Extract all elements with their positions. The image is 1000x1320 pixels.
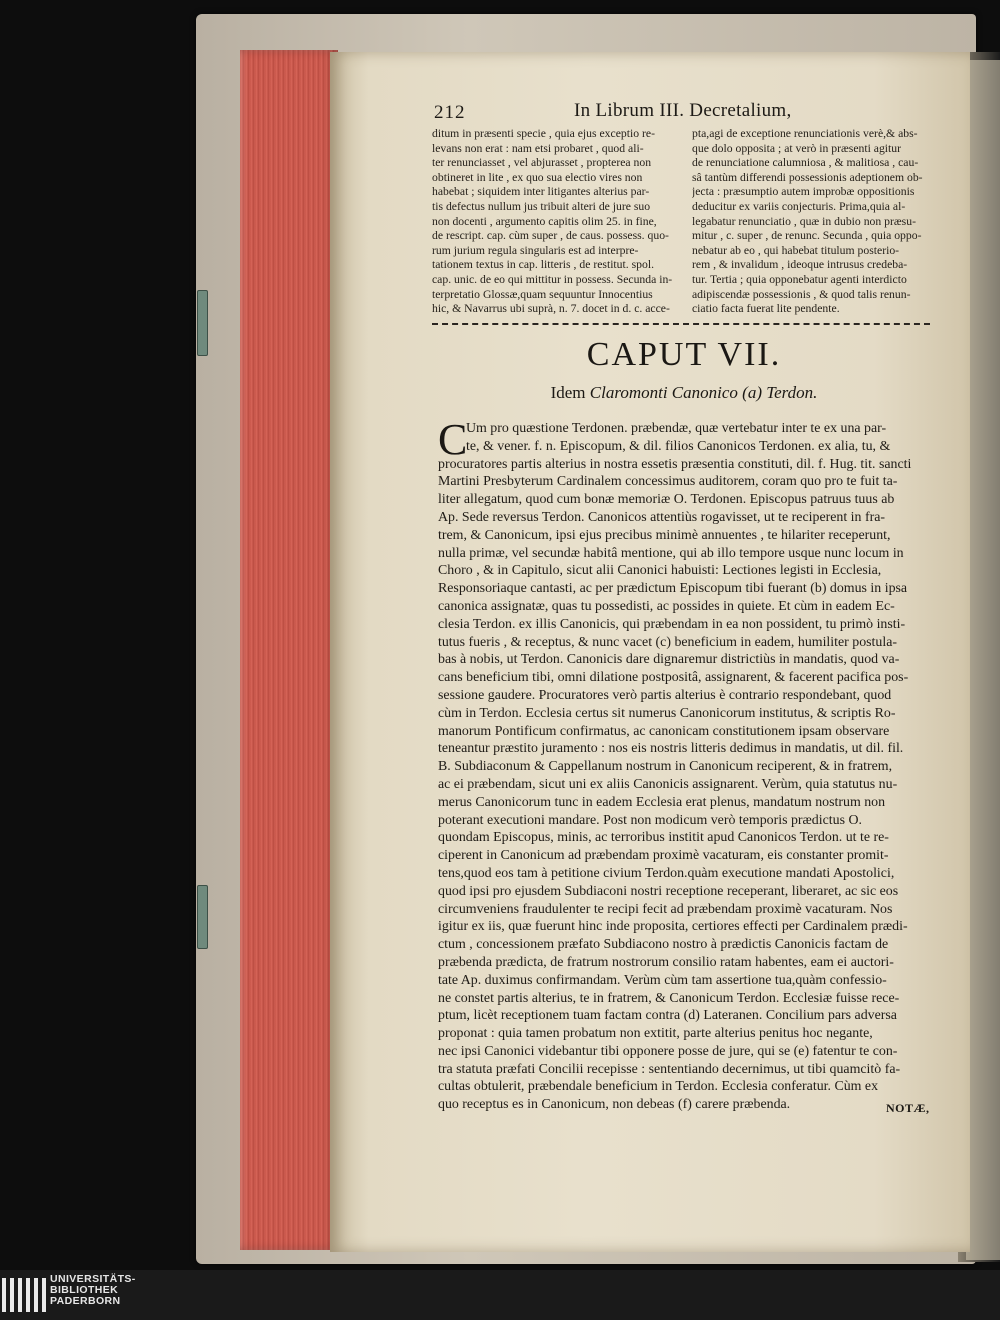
note-line: de renunciatione calumniosa , & malitiosa , cau- xyxy=(692,156,919,170)
note-line: nebatur ab eo , qui habebat titulum posterio- xyxy=(692,243,900,257)
body-line: bas à nobis, ut Terdon. Canonicis dare dignaremur districtiùs in mandatis, quod va- xyxy=(438,652,900,668)
note-line: legabatur renunciatio , quæ in dubio non præsu- xyxy=(692,214,916,228)
notes-right-column xyxy=(692,127,936,317)
note-line: tur. Tertia ; quia opponebatur agenti interdicto xyxy=(692,272,907,286)
page-number: 212 xyxy=(434,102,466,123)
note-line: sâ tantùm differendi possessionis adeptionem ob- xyxy=(692,170,923,184)
body-line: cultas obtulerit, præbendale beneficium in Terdon. Ecclesia conferatur. Cùm ex xyxy=(438,1079,879,1095)
note-line: tationem textus in cap. litteris , de restitut. spol. xyxy=(432,258,655,272)
note-line: deducitur ex variis conjecturis. Prima,quia al- xyxy=(692,199,906,213)
body-line: tate Ap. duximus confirmandam. Verùm cùm tam assertione tua,quàm confessio- xyxy=(438,972,887,988)
body-line: quondam Episcopus, minis, ac terroribus institit apud Canonicos Terdon. ut te re- xyxy=(438,830,889,846)
catchword: NOTÆ, xyxy=(886,1101,930,1115)
body-line: canonica assignatæ, quas tu possedisti, ac possides in quiete. Et cùm in eadem Ec- xyxy=(438,598,895,614)
body-text xyxy=(438,415,934,1114)
body-line: Martini Presbyterum Cardinalem concessimus auditorem, coram quo pro te fuit ta- xyxy=(438,474,898,490)
note-line: rem , & invalidum , ideoque intrusus credeba- xyxy=(692,258,908,272)
body-line: quo receptus es in Canonicum, non debeas (f) carere præbenda. xyxy=(438,1097,791,1113)
note-line: ter renunciasset , vel abjurasset , propterea non xyxy=(432,156,652,170)
note-line: non docenti , argumento capitis olim 25. in fine, xyxy=(432,214,657,228)
body-line: tra statuta præfati Concilii recepisse : sententiando decernimus, ut tibi quamcitò fa- xyxy=(438,1061,901,1077)
body-line: nec ipsi Canonici videbantur tibi opponere posse de jure, qui se (e) fatentur te con- xyxy=(438,1043,898,1059)
clasp-bottom xyxy=(197,885,208,949)
body-line: poterant executioni mandare. Post non modicum verò temporis prædictus O. xyxy=(438,812,862,828)
body-line: merus Canonicorum tunc in eadem Ecclesia erat plenus, mandatum nostrum non xyxy=(438,794,886,810)
clasp-top xyxy=(197,290,208,356)
body-line: tutus fueris , & receptus, & nunc vacet (c) beneficium in eadem, humiliter postula- xyxy=(438,634,898,650)
chapter-subtitle xyxy=(434,383,934,403)
note-line: habebat ; siquidem inter litigantes alterius par- xyxy=(432,185,650,199)
note-line: ditum in præsenti specie , quia ejus exceptio re- xyxy=(432,127,655,140)
drop-cap: C xyxy=(438,415,468,464)
body-line: quod ipsi pro ejusdem Subdiaconi nostri receptione receperant, liberaret, ac sic eos xyxy=(438,883,899,899)
note-line: terpretatio Glossæ,quam sequuntur Innocentius xyxy=(432,287,653,301)
body-line: teneantur præstito juramento : nos eis nostris litteris dedimus in mandatis, ut dil. fil. xyxy=(438,741,904,757)
body-line: B. Subdiaconum & Cappellanum nostrum in Canonicum reciperent, & in fratrem, xyxy=(438,759,893,775)
note-line: hic, & Navarrus ubi suprà, n. 7. docet in d. c. acce- xyxy=(432,302,670,316)
note-line: obtineret in lite , ex quo sua electio vires non xyxy=(432,170,643,184)
body-line: Responsoriaque cantasti, ac per prædictum Episcopum tibi fuerant (b) domus in ipsa xyxy=(438,581,908,597)
body-line: ptum, licèt receptionem tuam factam contra (d) Lateranen. Concilium pars adversa xyxy=(438,1008,897,1024)
body-line: manorum Pontificum confirmatus, ac canonicam constitutionem ipsam observare xyxy=(438,723,890,739)
body-line: cans beneficium tibi, omni dilatione postpositâ, assignarent, & facerent pacifica pos- xyxy=(438,670,909,686)
library-name-line: BIBLIOTHEK xyxy=(50,1284,119,1296)
note-line: ciatio facta fuerat lite pendente. xyxy=(692,302,840,316)
note-line: de rescript. cap. cùm super , de caus. possess. quo- xyxy=(432,229,669,243)
body-line: trem, & Canonicum, ipsi ejus precibus minimè annuentes , te hilariter receperunt, xyxy=(438,527,891,543)
library-name-line: PADERBORN xyxy=(50,1295,121,1307)
body-line: liter allegatum, quod cum bonæ memoriæ O. Terdonen. Episcopus patruus tuus ab xyxy=(438,492,895,508)
facing-page-edge xyxy=(966,60,1000,1260)
body-line: clesia Terdon. ex illis Canonicis, qui præbendam in ea non possident, tu primò insti- xyxy=(438,616,906,632)
body-line: proponat : quia tamen probatum non extitit, parte alterius penitus hoc negante, xyxy=(438,1026,873,1042)
note-line: mitur , c. super , de renunc. Secunda , quia oppo- xyxy=(692,229,922,243)
library-footer xyxy=(0,1270,1000,1320)
body-line: Um pro quæstione Terdonen. præbendæ, quæ vertebatur inter te ex una par- xyxy=(466,421,887,436)
running-head-title: In Librum III. Decretalium, xyxy=(574,100,792,121)
note-line: jecta : præsumptio autem improbæ oppositionis xyxy=(692,185,915,199)
body-line: ne constet partis alterius, te in fratrem, & Canonicum Terdon. Ecclesiæ fuisse rece- xyxy=(438,990,900,1006)
subtitle-prefix: Idem xyxy=(550,383,586,402)
note-line: rum jurium regula singularis est ad interpre- xyxy=(432,243,639,257)
section-rule xyxy=(432,323,930,325)
body-line: præbenda prædicta, de fratrum nostrorum consilio ratam habentes, eam ei auctori- xyxy=(438,954,894,970)
running-head xyxy=(434,100,934,124)
note-line: levans non erat : nam etsi probaret , quod ali- xyxy=(432,141,644,155)
body-line: sessione gaudere. Procuratores verò partis alterius è contrario respondebant, quod xyxy=(438,687,892,703)
body-line: ciperent in Canonicum ad præbendam proximè vacaturam, eis constanter promit- xyxy=(438,848,889,864)
page-edges xyxy=(240,50,338,1250)
library-name-line: UNIVERSITÄTS- xyxy=(50,1273,136,1285)
body-line: te, & vener. f. n. Episcopum, & dil. filios Canonicos Terdonen. ex alia, tu, & xyxy=(466,438,891,454)
body-line: nulla primæ, vel secundæ habitâ mentione, qui ab illo tempore usque nunc locum in xyxy=(438,545,904,561)
body-line: Choro , & in Capitulo, sicut alii Canonici habuisti: Lectiones legisti in Ecclesia, xyxy=(438,563,882,579)
body-line: tens,quod eos tam à petitione civium Terdon.quàm executione mandati Apostolici, xyxy=(438,865,895,881)
library-logo-icon xyxy=(2,1278,46,1314)
library-name xyxy=(50,1274,136,1307)
body-line: igitur ex iis, quæ fuerunt hinc inde proposita, certiores effecti per Cardinalem prædi- xyxy=(438,919,908,935)
body-line: ac ei præbendam, sicut uni ex aliis Canonicis assignarent. Verùm, quia statutus nu- xyxy=(438,776,898,792)
body-line: cùm in Terdon. Ecclesia certus sit numerus Canonicorum institutus, & scriptis Ro- xyxy=(438,705,896,721)
body-line: ctum , concessionem præfato Subdiacono nostro à prædictis Canonicis factam de xyxy=(438,937,889,953)
note-line: adipiscendæ possessionis , & quod talis renun- xyxy=(692,287,911,301)
note-line: que dolo opposita ; at verò in præsenti agitur xyxy=(692,141,902,155)
notes-left-column xyxy=(432,127,680,317)
body-line: circumveniens fraudulenter te recipi fecit ad præbendam proximè vacaturam. Nos xyxy=(438,901,893,917)
note-line: cap. unic. de eo qui mittitur in possess. Secunda in- xyxy=(432,272,673,286)
body-line: procuratores partis alterius in nostra essetis præsentia constituti, dil. f. Hug. tit. sancti xyxy=(438,456,912,472)
body-line: Ap. Sede reversus Terdon. Canonicos attentiùs rogavisset, ut te reciperent in fra- xyxy=(438,509,885,525)
chapter-heading: CAPUT VII. xyxy=(586,336,782,373)
note-line: tis defectus nullum jus tribuit alteri de jure suo xyxy=(432,199,651,213)
note-line: pta,agi de exceptione renunciationis verè,& abs- xyxy=(692,127,918,140)
subtitle-italic: Claromonti Canonico (a) Terdon. xyxy=(589,383,818,402)
